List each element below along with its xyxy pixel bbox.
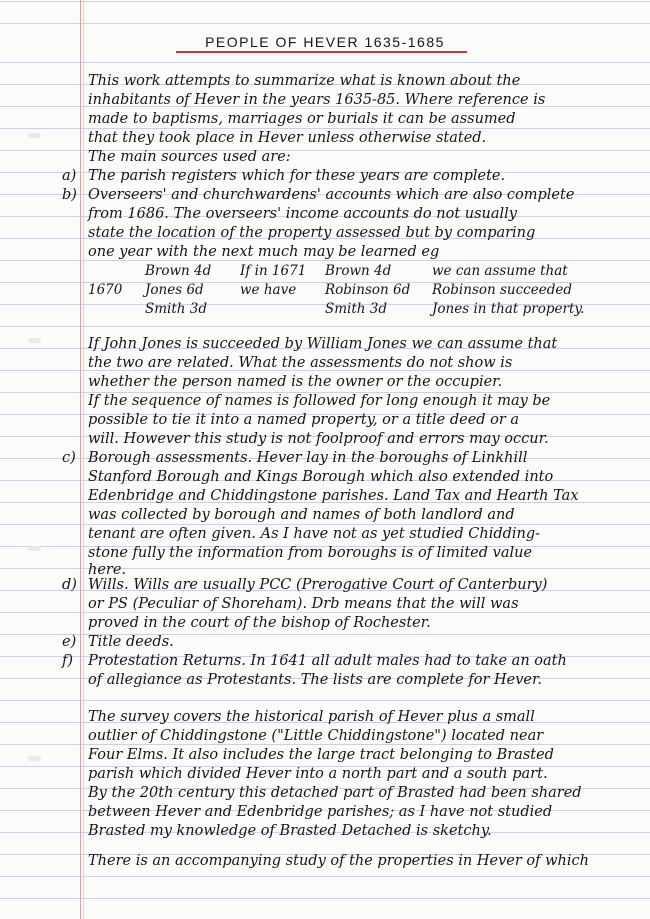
table-cell: Jones 6d (145, 282, 204, 298)
margin-line (80, 0, 81, 919)
item-c-line: was collected by borough and names of both landlord and (88, 507, 515, 523)
item-c-line: Stanford Borough and Kings Borough which also extended into (88, 469, 554, 485)
body-line: possible to tie it into a named property, or a title deed or a (88, 412, 520, 428)
punch-hole (28, 546, 41, 551)
table-cell: Smith 3d (145, 301, 208, 317)
table-cell: Jones in that property. (432, 301, 585, 317)
table-cell: Brown 4d (325, 263, 392, 279)
item-e-line: Title deeds. (88, 634, 174, 650)
intro-line: inhabitants of Hever in the years 1635-85. Where reference is (88, 92, 546, 108)
item-marker-b: b) (62, 187, 77, 203)
table-cell: we can assume that (432, 263, 568, 279)
intro-line: The main sources used are: (88, 149, 291, 165)
item-c-line: stone fully the information from boroughs is of limited value (88, 545, 533, 561)
body-line: will. However this study is not foolproof and errors may occur. (88, 431, 549, 447)
item-c-line: here. (88, 562, 127, 578)
survey-line: parish which divided Hever into a north part and a south part. (88, 766, 548, 782)
item-a-line: The parish registers which for these years are complete. (88, 168, 506, 184)
item-f-line: of allegiance as Protestants. The lists are complete for Hever. (88, 672, 542, 688)
item-marker-e: e) (62, 634, 77, 650)
title-underline (176, 51, 467, 53)
table-cell: Robinson succeeded (432, 282, 572, 298)
margin-line (83, 0, 84, 919)
item-d-line: proved in the court of the bishop of Rochester. (88, 615, 431, 631)
survey-line: Four Elms. It also includes the large tract belonging to Brasted (88, 747, 554, 763)
table-cell: Brown 4d (145, 263, 212, 279)
item-b-line: from 1686. The overseers' income accounts do not usually (88, 206, 518, 222)
final-line: There is an accompanying study of the properties in Hever of which (88, 853, 589, 869)
intro-line: made to baptisms, marriages or burials it can be assumed (88, 111, 516, 127)
item-b-line: Overseers' and churchwardens' accounts which are also complete (88, 187, 575, 203)
table-cell: Robinson 6d (325, 282, 411, 298)
survey-line: outlier of Chiddingstone ("Little Chiddingstone") located near (88, 728, 544, 744)
survey-line: between Hever and Edenbridge parishes; as I have not studied (88, 804, 553, 820)
table-cell: we have (240, 282, 297, 298)
table-cell: If in 1671 (240, 263, 307, 279)
page-title: PEOPLE OF HEVER 1635-1685 (205, 34, 445, 50)
table-cell: Smith 3d (325, 301, 388, 317)
item-marker-f: f) (62, 653, 74, 669)
item-d-line: Wills. Wills are usually PCC (Prerogative Court of Canterbury) (88, 577, 548, 593)
intro-line: that they took place in Hever unless otherwise stated. (88, 130, 487, 146)
item-marker-d: d) (62, 577, 77, 593)
survey-line: By the 20th century this detached part of Brasted had been shared (88, 785, 582, 801)
item-c-line: Edenbridge and Chiddingstone parishes. Land Tax and Hearth Tax (88, 488, 579, 504)
item-b-line: one year with the next much may be learned eg (88, 244, 440, 260)
item-marker-c: c) (62, 450, 76, 466)
item-marker-a: a) (62, 168, 77, 184)
body-line: If John Jones is succeeded by William Jones we can assume that (88, 336, 558, 352)
item-c-line: tenant are often given. As I have not as yet studied Chidding- (88, 526, 541, 542)
item-f-line: Protestation Returns. In 1641 all adult males had to take an oath (88, 653, 567, 669)
survey-line: Brasted my knowledge of Brasted Detached is sketchy. (88, 823, 492, 839)
punch-hole (28, 338, 41, 343)
item-c-line: Borough assessments. Hever lay in the boroughs of Linkhill (88, 450, 528, 466)
body-line: If the sequence of names is followed for long enough it may be (88, 393, 551, 409)
item-d-line: or PS (Peculiar of Shoreham). Drb means that the will was (88, 596, 519, 612)
body-line: whether the person named is the owner or the occupier. (88, 374, 503, 390)
intro-line: This work attempts to summarize what is known about the (88, 73, 521, 89)
item-b-line: state the location of the property assessed but by comparing (88, 225, 536, 241)
punch-hole (28, 133, 41, 138)
punch-hole (28, 756, 41, 761)
survey-line: The survey covers the historical parish of Hever plus a small (88, 709, 535, 725)
table-year: 1670 (88, 282, 123, 298)
body-line: the two are related. What the assessments do not show is (88, 355, 513, 371)
